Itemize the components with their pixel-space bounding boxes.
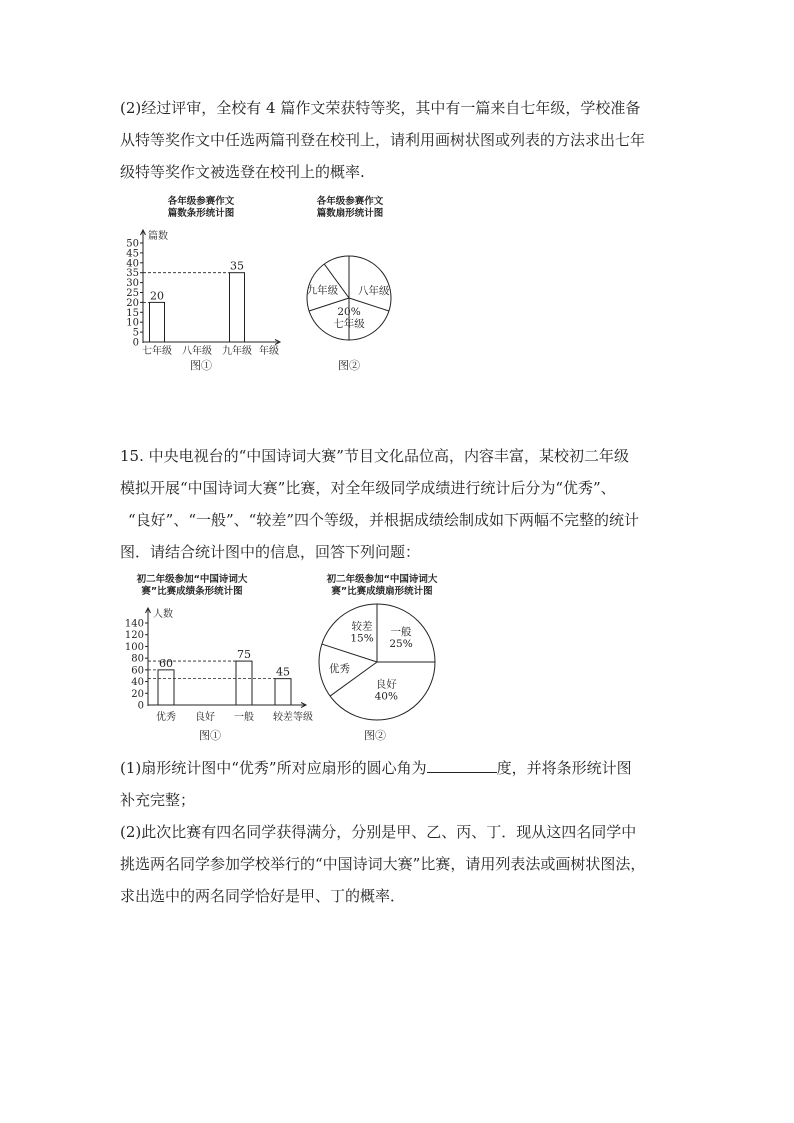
text-line: “良好”、“一般”、“较差”四个等级，并根据成绩绘制成如下两幅不完整的统计 [128, 511, 640, 529]
y-tick-label: 60 [131, 665, 144, 677]
pie-chart-2-title: 初二年级参加“中国诗词大 [326, 574, 438, 585]
y-tick-label: 5 [132, 327, 139, 339]
slice-label: 40% [374, 690, 398, 703]
text-line: 从特等奖作文中任选两篇刊登在校刊上，请利用画树状图或列表的方法求出七年 [120, 131, 646, 149]
pie-chart-1-title: 各年级参赛作文 [316, 196, 384, 207]
bar [158, 670, 174, 705]
bar [236, 661, 252, 705]
text-line: 图．请结合统计图中的信息，回答下列问题： [120, 543, 421, 561]
text-line: 补充完整； [120, 791, 196, 809]
y-tick-label: 100 [124, 641, 144, 653]
y-axis-label: 篇数 [148, 231, 168, 242]
y-tick-label: 30 [126, 278, 139, 290]
x-tick-label: 较差 [273, 712, 293, 723]
q1-text-before-blank: (1)扇形统计图中“优秀”所对应扇形的圆心角为 [120, 759, 427, 777]
figure-2 [112, 570, 472, 748]
part2-text [120, 92, 680, 188]
q1-text-after-blank: 度，并将条形统计图 [496, 759, 632, 777]
y-tick-label: 25 [126, 288, 139, 299]
bar-chart-1-title: 篇数条形统计图 [167, 208, 235, 219]
slice-label: 优秀 [328, 662, 350, 675]
y-tick-label: 0 [137, 700, 144, 712]
y-tick-label: 20 [131, 688, 144, 700]
pie-chart-1-caption: 图② [338, 359, 360, 372]
y-tick-label: 15 [126, 307, 139, 319]
slice-label: 一般 [390, 625, 412, 638]
x-tick-label: 八年级 [182, 346, 212, 357]
data-label: 35 [230, 259, 244, 273]
question-15-subquestions [120, 752, 680, 912]
y-tick-label: 120 [124, 630, 144, 642]
slice-label: 九年级 [306, 284, 339, 297]
text-line: 模拟开展“中国诗词大赛”比赛，对全年级同学成绩进行统计后分为“优秀”、 [120, 479, 616, 497]
data-label: 45 [276, 665, 290, 679]
text-line: 挑选两名同学参加学校举行的“中国诗词大赛”比赛，请用列表法或画树状图法， [120, 855, 646, 873]
x-axis-label: 年级 [259, 346, 279, 357]
text-line [120, 752, 680, 784]
y-tick-label: 140 [124, 618, 144, 630]
y-tick-label: 20 [126, 297, 139, 309]
bar-chart-1 [126, 229, 280, 357]
slice-label: 25% [389, 637, 413, 650]
bar-chart-2 [125, 607, 313, 723]
y-axis-label: 人数 [153, 609, 173, 620]
data-label: 60 [159, 656, 173, 670]
text-line: (2)经过评审，全校有 4 篇作文荣获特等奖，其中有一篇来自七年级，学校准备 [120, 99, 641, 117]
pie-chart-2 [319, 604, 435, 720]
data-label: 75 [237, 648, 251, 662]
pie-chart-2-title: 赛”比赛成绩扇形统计图 [331, 586, 433, 597]
text-line: 15. 中央电视台的“中国诗词大赛”节目文化品位高，内容丰富，某校初二年级 [120, 447, 629, 465]
slice-label: 七年级 [333, 318, 365, 330]
pie-chart-2-caption: 图② [364, 729, 386, 742]
bar-chart-2-title: 初二年级参加“中国诗词大 [136, 574, 248, 585]
bar [150, 302, 165, 342]
y-tick-label: 35 [126, 268, 139, 280]
y-tick-label: 40 [126, 258, 139, 270]
x-tick-label: 良好 [195, 712, 215, 723]
y-tick-label: 50 [126, 238, 139, 250]
bar [275, 679, 291, 705]
question-15-text [120, 440, 680, 568]
bar-chart-1-title: 各年级参赛作文 [167, 196, 235, 207]
pie-chart-1-title: 篇数扇形统计图 [316, 208, 384, 219]
data-label: 20 [150, 289, 164, 303]
text-line: 级特等奖作文被选登在校刊上的概率. [120, 163, 365, 181]
answer-blank[interactable] [427, 756, 497, 773]
slice-label: 20% [337, 306, 361, 318]
x-axis-label: 等级 [293, 712, 313, 723]
slice-label: 良好 [375, 678, 397, 691]
bar-chart-2-caption: 图① [199, 729, 221, 742]
text-line: (2)此次比赛有四名同学获得满分，分别是甲、乙、丙、丁．现从这四名同学中 [120, 823, 637, 841]
bar [230, 273, 245, 342]
y-tick-label: 10 [126, 317, 139, 329]
bar-chart-2-title: 赛”比赛成绩条形统计图 [141, 586, 243, 597]
slice-label: 15% [350, 632, 374, 645]
bar-chart-1-caption: 图① [190, 359, 212, 372]
y-tick-label: 40 [131, 677, 144, 689]
x-tick-label: 九年级 [222, 346, 252, 357]
y-tick-label: 80 [131, 653, 144, 665]
pie-chart-1 [307, 256, 391, 340]
y-tick-label: 0 [132, 337, 139, 349]
x-tick-label: 一般 [234, 712, 254, 723]
x-tick-label: 七年级 [142, 346, 172, 357]
y-tick-label: 45 [126, 248, 139, 260]
slice-label: 八年级 [357, 284, 390, 297]
figure-1 [112, 192, 412, 378]
slice-label: 较差 [351, 620, 373, 633]
text-line: 求出选中的两名同学恰好是甲、丁的概率． [120, 887, 406, 905]
x-tick-label: 优秀 [156, 712, 176, 723]
